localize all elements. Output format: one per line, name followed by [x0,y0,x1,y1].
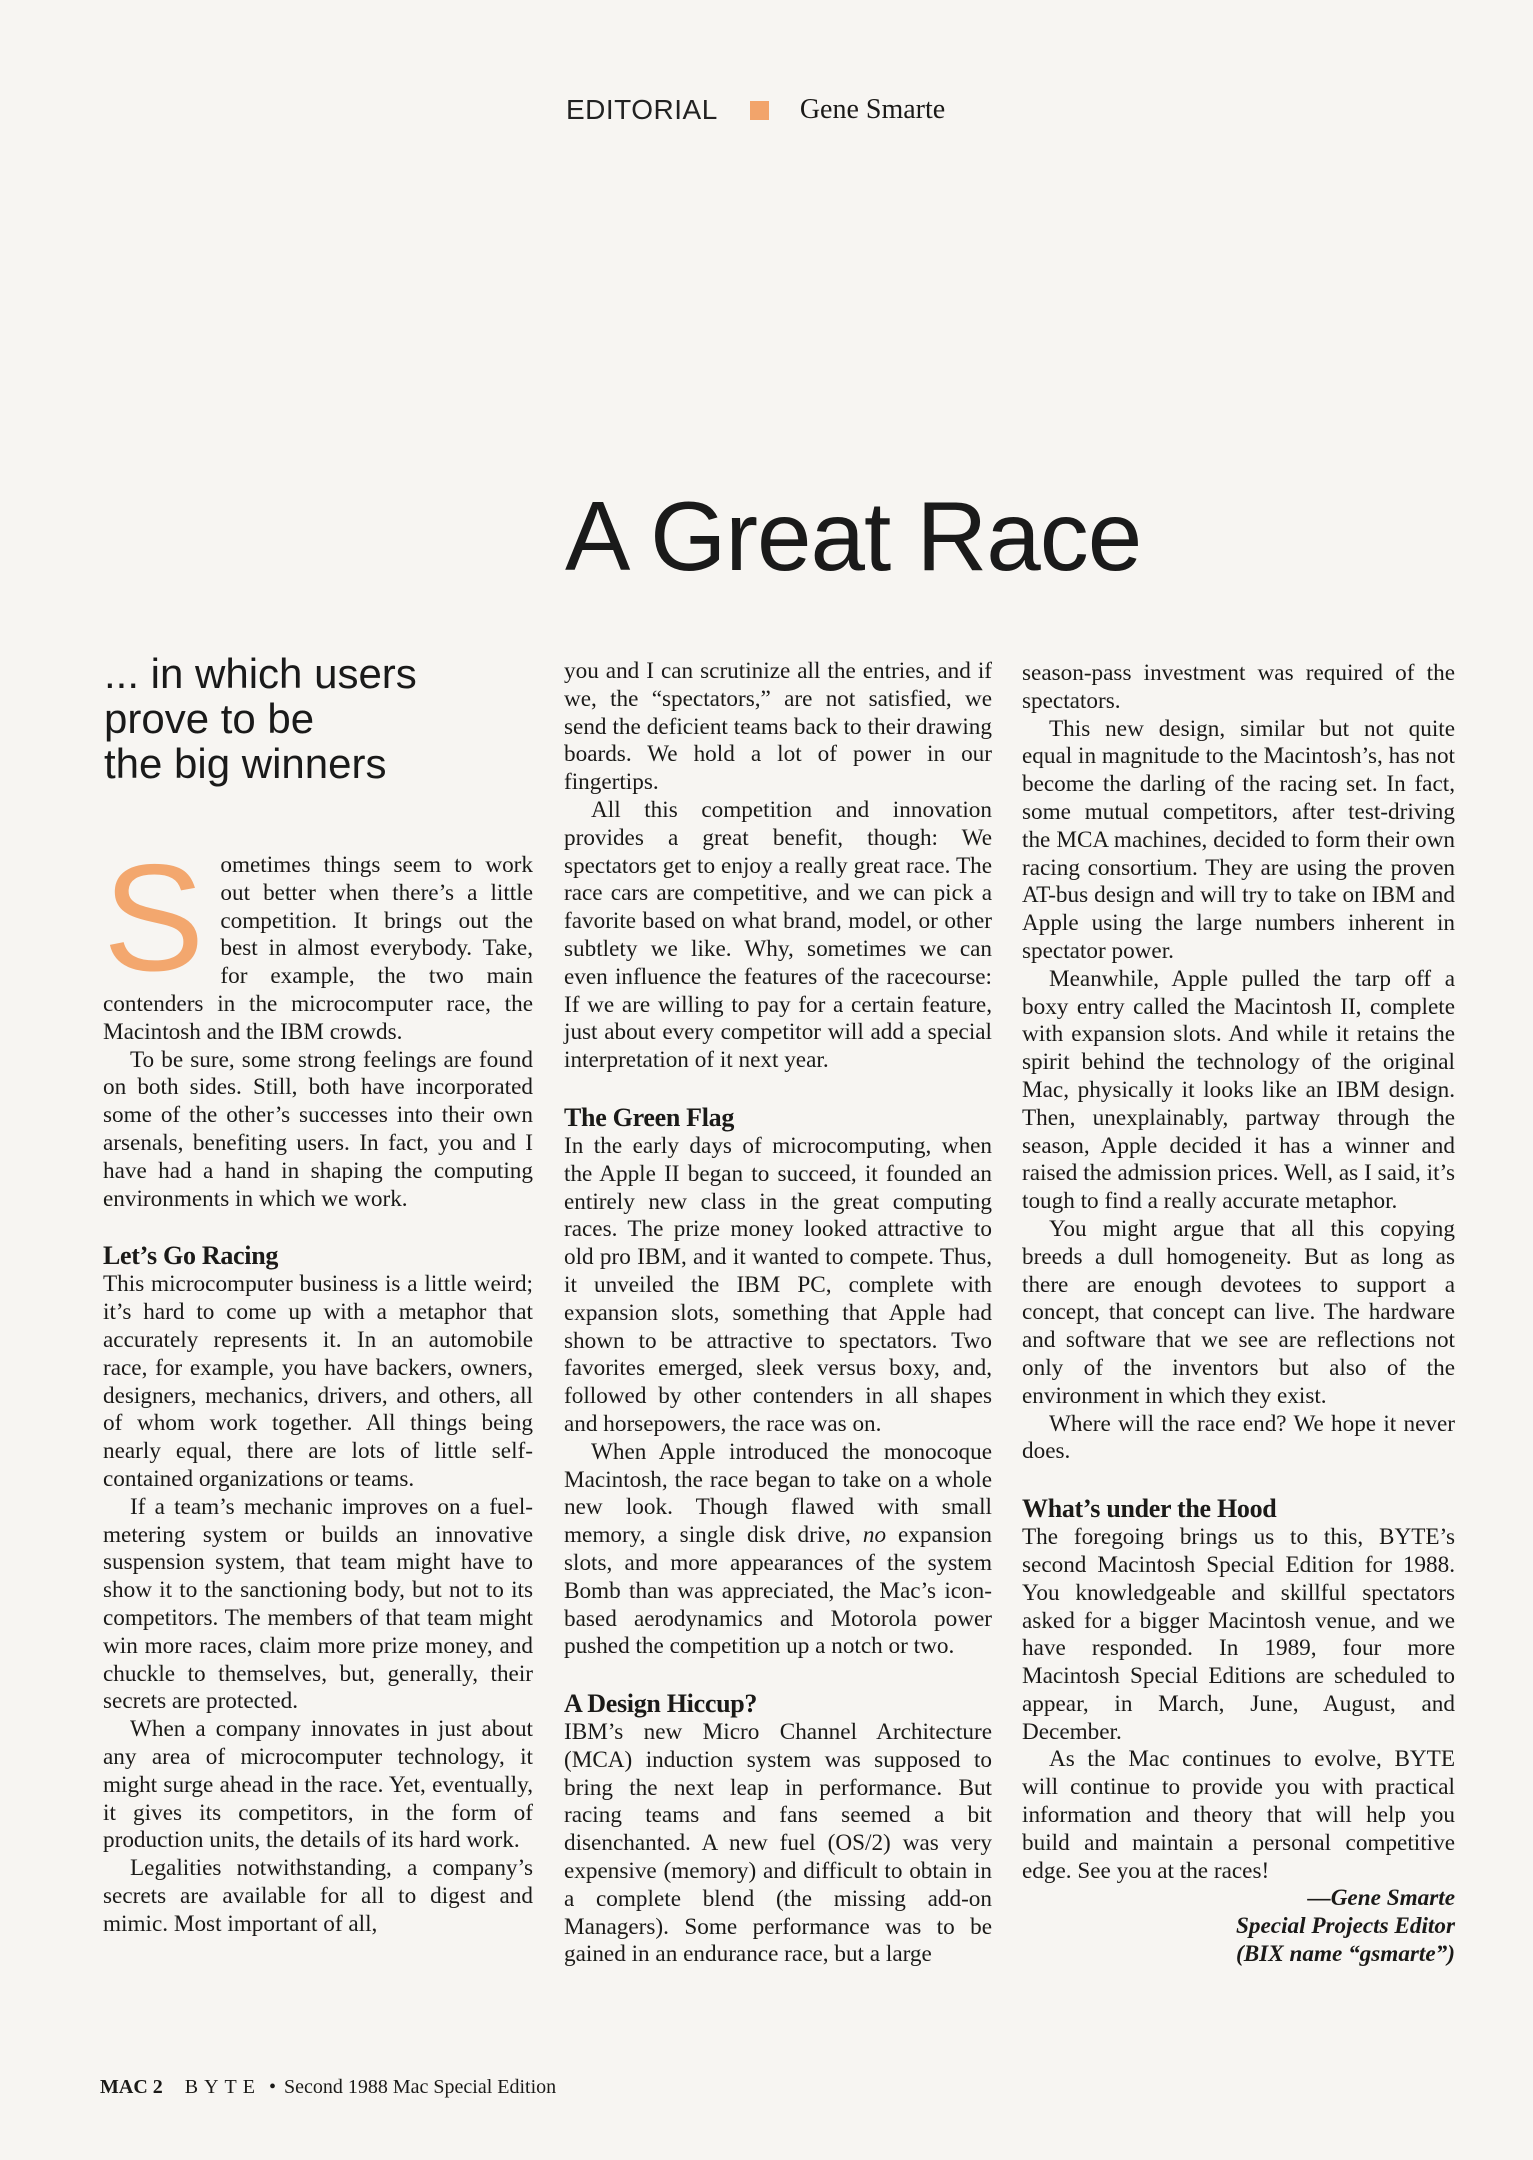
signature-role: Special Projects Editor [1236,1913,1455,1940]
drop-cap: S [103,833,205,1003]
section-heading-hiccup: A Design Hiccup? [564,1689,758,1719]
signature-bix: (BIX name “gsmarte”) [1235,1941,1455,1968]
column-left [103,833,533,1938]
signature-name: —Gene Smarte [1307,1885,1455,1912]
paragraph: This new design, similar but not quite equal in magnitude to the Macintosh’s, has not become the darling of the racing set. In fact, some mutual competitors, after test-driving the MCA machines, decided to form their own racing consortium. They are using the proven AT-bus design and will try to take on IBM and Apple using the large numbers inherent in spectator power. [1022,715,1455,964]
edition-label: Second 1988 Mac Special Edition [284,2076,557,2098]
article-deck [104,651,524,786]
paragraph: The foregoing brings us to this, BYTE’s second Macintosh Special Edition for 1988. You knowledgeable and skillful spectators asked for a bigger Macintosh venue, and we have responded. In 1989, four more Macintosh Special Editions are scheduled to appear, in March, June, August, and December. [1022,1524,1455,1745]
page-footer [100,2076,556,2099]
paragraph: You might argue that all this copying breeds a dull homogeneity. But as long as there are enough devotees to support a concept, that concept can live. The hardware and software that we see are reflections not only of the inventors but also of the environment in which they exist. [1022,1215,1455,1409]
square-bullet-icon [750,101,769,120]
paragraph: When a company innovates in just about any area of microcomputer technology, it might surge ahead in the race. Yet, eventually, it gives its competitors, in the form of production units, the details of its hard work. [103,1716,533,1854]
paragraph: All this competition and innovation provides a great benefit, though: We spectators get to enjoy a really great race. The race cars are competitive, and we can pick a favorite based on what brand, model, or other subtlety we like. Why, sometimes we can even influence the features of the racecourse: If we are willing to pay for a certain feature, just about every competitor will add a special interpretation of it next year. [564,796,992,1074]
intro-paragraph: Sometimes things seem to work out better when there’s a little competition. It brings out the best in almost everybody. Take, for example, the two main contenders in the microcomputer race, the Macintosh and the IBM crowds. [103,833,533,1045]
paragraph: Meanwhile, Apple pulled the tarp off a boxy entry called the Macintosh II, complete with expansion slots. And while it retains the spirit behind the technology of the original Mac, physically it looks like an IBM design. Then, unexplainably, partway through the season, Apple decided it has a winner and raised the admission prices. Well, as I said, it’s tough to find a really accurate metaphor. [1022,965,1455,1215]
section-heading-hood: What’s under the Hood [1022,1494,1277,1524]
deck-line: ... in which users [104,650,417,697]
section-heading-racing: Let’s Go Racing [103,1241,279,1271]
article-title: A Great Race [565,481,1142,591]
paragraph: Where will the race end? We hope it never does. [1022,1410,1455,1465]
deck-line: the big winners [104,740,387,787]
deck-line: prove to be [104,695,315,742]
section-label: EDITORIAL [566,94,718,125]
column-middle [564,658,992,1969]
paragraph: When Apple introduced the monocoque Macintosh, the race began to take on a whole new look. Though flawed with small memory, a single disk drive, no expansion slots, and more appearances of the system Bomb than was appreciated, the Mac’s icon-based aerodynamics and Motorola power pushed the competition up a notch or two. [564,1438,992,1660]
paragraph: season-pass investment was required of the spectators. [1022,660,1455,714]
section-heading-green-flag: The Green Flag [564,1102,735,1132]
paragraph: you and I can scrutinize all the entries, and if we, the “spectators,” are not satisfied, we send the deficient teams back to their drawing boards. We hold a lot of power in our fingertips. [564,658,992,796]
header-author: Gene Smarte [799,94,946,125]
paragraph: Legalities notwithstanding, a company’s secrets are available for all to digest and mimic. Most important of all, [103,1855,533,1937]
paragraph: IBM’s new Micro Channel Architecture (MCA) induction system was supposed to bring the next leap in performance. But racing teams and fans seemed a bit disenchanted. A new fuel (OS/2) was very expensive (memory) and difficult to obtain in a complete blend (the missing add-on Managers). Some performance was to be gained in an endurance race, but a large [564,1719,992,1968]
paragraph: In the early days of microcomputing, when the Apple II began to succeed, it founded an entirely new class in the great computing races. The prize money looked attractive to old pro IBM, and it wanted to compete. Thus, it unveiled the IBM PC, complete with expansion slots, something that Apple had shown to be attractive to spectators. Two favorites emerged, sleek versus boxy, and, followed by other contenders in all shapes and horsepowers, the race was on. [564,1132,992,1437]
paragraph: This microcomputer business is a little weird; it’s hard to come up with a metaphor that accurately represents it. In an automobile race, for example, you have backers, owners, designers, mechanics, drivers, and others, all of whom work together. All things being nearly equal, there are lots of little self-contained organizations or teams. [103,1271,533,1492]
column-right [1022,660,1455,1969]
paragraph: As the Mac continues to evolve, BYTE will continue to provide you with practical information and theory that will help you build and maintain a personal competitive edge. See you at the races! [1022,1746,1455,1884]
paragraph: If a team’s mechanic improves on a fuel-metering system or builds an innovative suspension system, that team might have to show it to the sanctioning body, but not to its competitors. The members of that team might win more races, claim more prize money, and chuckle to themselves, but, generally, their secrets are protected. [103,1493,533,1715]
magazine-name: BYTE [184,2076,261,2098]
editorial-header [566,94,945,126]
page-number: MAC 2 [100,2076,163,2098]
paragraph: To be sure, some strong feelings are found on both sides. Still, both have incorporated some of the other’s successes into their own arsenals, benefiting users. In fact, you and I have had a hand in shaping the computing environments in which we work. [103,1046,533,1212]
signature [1022,1885,1455,1968]
bullet-icon: • [268,2076,276,2098]
